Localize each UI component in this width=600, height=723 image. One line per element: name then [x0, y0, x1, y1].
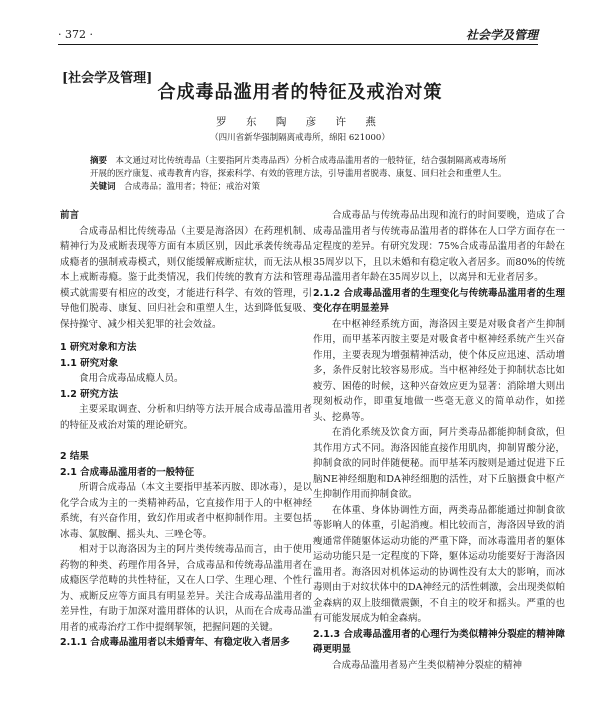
section-heading: 1 研究对象和方法: [60, 342, 137, 353]
body-paragraph: 在消化系统及饮食方面，阿片类毒品都能抑制食欲，但其作用方式不同。海洛因能直接作用肌肉，抑制胃酸分泌，抑制食欲的同时伴随便秘。而甲基苯丙胺则是通过促进下丘脑NE神经细胞和DA神经细胞的活性，对下丘脑摄食中枢产生抑制作用而抑制食欲。: [313, 427, 565, 500]
body-paragraph: 相对于以海洛因为主的阿片类传统毒品而言，由于使用药物的种类、药理作用各异，合成毒品和传统毒品滥用者在成瘾医学范畴的共性特征，又在人口学、生理心理、个性行为、戒断反应等方面具有明显差异。关注合成毒品滥用者的差异性，有助于加深对滥用群体的认识，从而在合成毒品滥用者的戒毒治疗工作中提纲挈领，把握问题的关键。: [60, 544, 312, 633]
body-paragraph: 在中枢神经系统方面，海洛因主要是对吸食者产生抑制作用，而甲基苯丙胺主要是对吸食者中枢神经系统产生兴奋作用，主要表现为增强精神活动，使个体反应迅速、活动增多，条件反射比较容易形成。当中枢神经处于抑制状态比如疲劳、困倦的时候，这种兴奋效应更为显著：消除增大则出现刻板动作，即重复地做一些毫无意义的简单动作，如搓头、挖鼻等。: [313, 318, 565, 423]
section-heading: 2 结果: [60, 451, 89, 462]
running-header: 社会学及管理: [465, 28, 538, 42]
left-column: [60, 208, 312, 651]
keywords-label: 关键词: [90, 182, 116, 192]
body-paragraph: 食用合成毒品成瘾人员。: [79, 373, 184, 384]
column-label: [社会学及管理]: [62, 71, 153, 86]
abstract-label: 摘要: [90, 156, 108, 166]
article-title: 合成毒品滥用者的特征及戒治对策: [157, 82, 443, 103]
section-heading: 2.1 合成毒品滥用者的一般特征: [60, 466, 195, 478]
body-paragraph: 主要采取调查、分析和归纳等方法开展合成毒品滥用者的特征及戒治对策的理论研究。: [60, 404, 312, 431]
header-rule: [58, 44, 538, 45]
spacer: [60, 433, 312, 449]
abstract-block: [90, 155, 512, 194]
section-heading: 2.1.2 合成毒品滥用者的生理变化与传统毒品滥用者的生理变化存在明显差异: [313, 287, 565, 314]
keywords-text: 合成毒品；滥用者；特征；戒治对策: [124, 182, 261, 192]
section-heading: 1.1 研究对象: [60, 357, 119, 369]
body-paragraph: 合成毒品相比传统毒品（主要是海洛因）在药理机制、精神行为及戒断表现等方面有本质区别，因此承袭传统毒品成瘾者的强制戒毒模式，则仅能缓解戒断症状，而无法从根本上戒断毒瘾。鉴于此类情况，我们传统的教育方法和管理模式就需要有相应的改变，才能进行科学、有效的管理，引导他们脱毒、康复、回归社会和重塑人生，达到降低复吸、保持操守、减少相关犯罪的社会效益。: [60, 225, 312, 330]
right-column: [313, 208, 565, 673]
section-heading: 2.1.3 合成毒品滥用者的心理行为类似精神分裂症的精神障碍更明显: [313, 628, 565, 655]
abstract: [90, 155, 512, 181]
section-heading: 2.1.1 合成毒品滥用者以未婚青年、有稳定收入者居多: [60, 637, 290, 648]
abstract-text: 本文通过对比传统毒品（主要指阿片类毒品西）分析合成毒品滥用者的一般特征，结合强制隔离戒毒场所开展的医疗康复、戒毒教育内容，探索科学、有效的管理方法，引导滥用者脱毒、康复、回归社会和重塑人生。: [90, 156, 507, 179]
authors: 罗 东 陶 彦 许 燕: [216, 116, 384, 128]
keywords: [90, 181, 512, 194]
body-paragraph: 合成毒品滥用者易产生类似精神分裂症的精神: [332, 659, 523, 671]
spacer: [60, 332, 312, 340]
section-heading: 1.2 研究方法: [60, 388, 119, 400]
body-paragraph: 所谓合成毒品（本文主要指甲基苯丙胺、即冰毒），是以化学合成为主的一类精神药品，它直接作用于人的中枢神经系统，有兴奋作用，致幻作用或者中枢抑制作用。主要包括冰毒、氯胺酮、摇头丸、三唑仑等。: [60, 482, 312, 540]
section-heading: 前言: [60, 210, 80, 221]
body-paragraph: 合成毒品与传统毒品出现和流行的时间要晚，造成了合成毒品滥用者与传统毒品滥用者的群体在人口学方面存在一定程度的差异。有研究发现：75%合成毒品滥用者的年龄在35周岁以下，且以未婚和有稳定收入者居多。而80%的传统毒品滥用者年龄在35周岁以上，以离异和无业者居多。: [313, 210, 565, 283]
page-number: · 372 ·: [58, 28, 93, 41]
body-paragraph: 在体重、身体协调性方面，两类毒品都能通过抑制食欲等影响人的体重，引起消瘦。相比较而言，海洛因导致的消瘦通常伴随躯体运动功能的严重下降，而冰毒滥用者的躯体运动功能只是一定程度的下降，躯体运动功能要好于海洛因滥用者。海洛因对机体运动的协调性没有太大的影响，而冰毒则由于对纹状体中的DA神经元的活性刺激，会出现类似帕金森病的双上肢细微震颤，不自主的咬牙和摇头。严重的也有可能发展成为帕金森病。: [313, 504, 565, 624]
affiliation: （四川省新华强制隔离戒毒所，绵阳 621000）: [210, 133, 390, 143]
